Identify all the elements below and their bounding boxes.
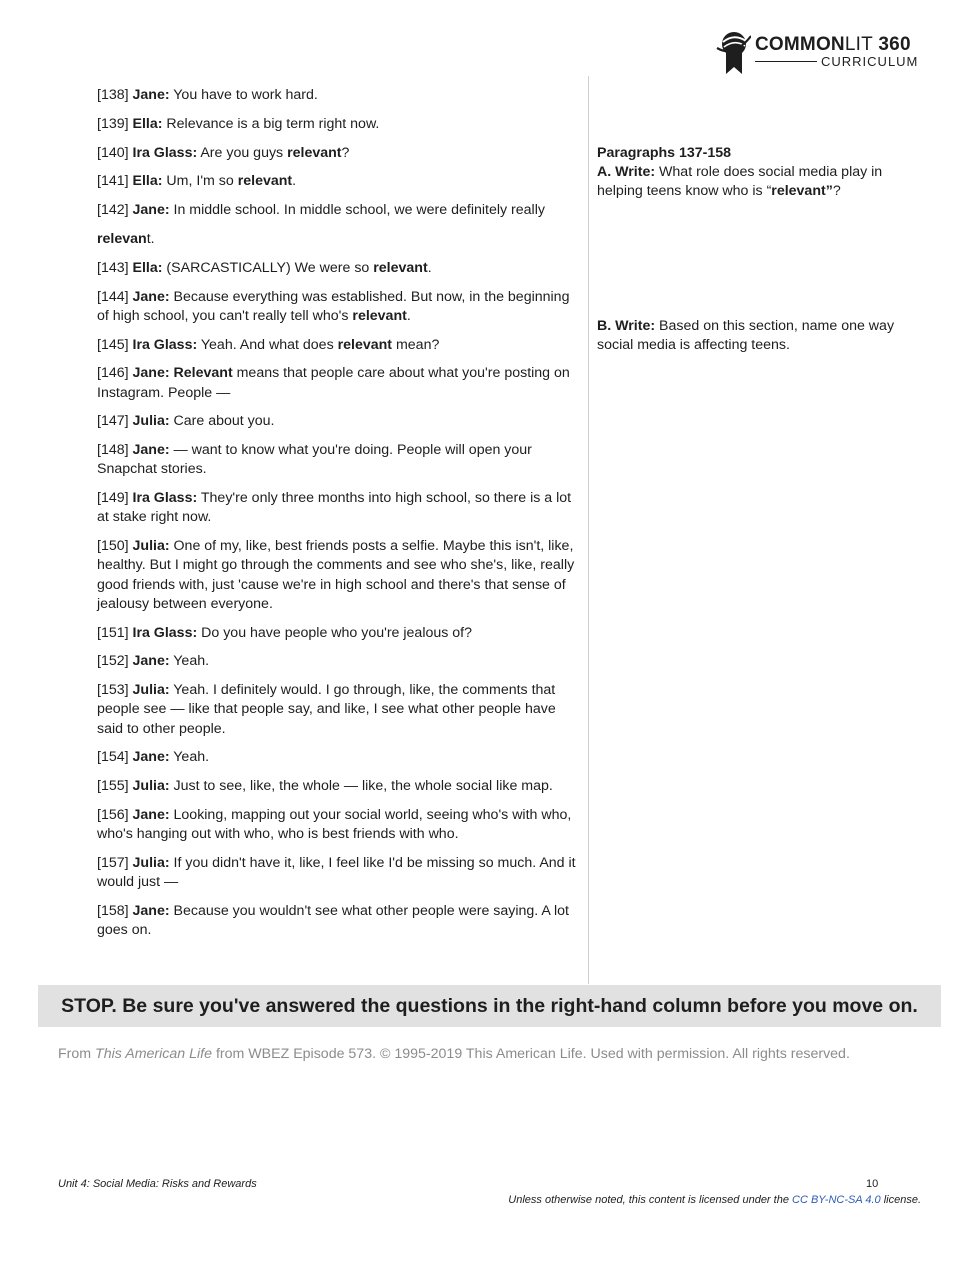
- speaker-name: Ella:: [132, 173, 163, 190]
- transcript-paragraph: [97, 364, 581, 402]
- transcript-paragraph: [97, 748, 581, 767]
- transcript-paragraph: [97, 412, 581, 431]
- dialogue-text: means that people care about what you're posting on Instagram. People —: [97, 365, 570, 401]
- transcript-paragraph: [97, 854, 581, 892]
- vocab-term: relevant: [287, 144, 342, 161]
- speaker-name: Julia:: [132, 413, 170, 430]
- speaker-name: Jane:: [132, 806, 170, 823]
- speaker-name: Julia:: [132, 854, 170, 871]
- speaker-name: Jane:: [132, 749, 170, 766]
- paragraph-number: [146]: [97, 365, 129, 382]
- dialogue-text: t.: [146, 230, 155, 247]
- transcript-paragraph: [97, 806, 581, 844]
- dialogue-text: Yeah. And what does: [197, 336, 338, 353]
- dialogue-text: Just to see, like, the whole — like, the whole social like map.: [169, 778, 553, 795]
- dialogue-text: ?: [341, 144, 350, 161]
- footer-unit-title: Unit 4: Social Media: Risks and Rewards: [58, 1178, 257, 1190]
- dialogue-text: Because you wouldn't see what other people were saying. A lot goes on.: [97, 902, 570, 939]
- transcript-paragraph: [97, 489, 581, 527]
- paragraph-number: [145]: [97, 336, 129, 353]
- speaker-name: Julia:: [132, 778, 170, 795]
- speaker-name: Jane:: [132, 202, 170, 219]
- speaker-name: Jane:: [132, 442, 170, 459]
- transcript-paragraph: [97, 681, 581, 739]
- transcript-paragraph: [97, 201, 581, 220]
- dialogue-text: Care about you.: [169, 413, 275, 430]
- transcript-column: [97, 86, 581, 950]
- transcript-paragraph: [97, 144, 581, 163]
- dialogue-text: mean?: [392, 336, 440, 353]
- speaker-name: Ira Glass:: [132, 144, 198, 161]
- paragraph-number: [155]: [97, 778, 129, 795]
- dialogue-text: You have to work hard.: [169, 87, 318, 103]
- dialogue-text: Are you guys: [197, 144, 288, 161]
- vocab-term: relevant: [373, 259, 428, 276]
- dialogue-text: Relevance is a big term right now.: [162, 115, 380, 132]
- transcript-paragraph: [97, 902, 581, 940]
- dialogue-text: Yeah.: [169, 749, 210, 766]
- transcript-paragraph: [97, 652, 581, 671]
- paragraph-number: [144]: [97, 288, 129, 305]
- speaker-name: Ira Glass:: [132, 336, 198, 353]
- speaker-name: Julia:: [132, 538, 170, 555]
- paragraph-number: [139]: [97, 115, 129, 132]
- paragraph-number: [157]: [97, 854, 129, 871]
- speaker-name: Ella:: [132, 115, 163, 132]
- speaker-name: Julia:: [132, 682, 170, 699]
- vocab-term: relevant: [352, 307, 407, 324]
- dialogue-text: Because everything was established. But now, in the beginning of high school, you can't really tell who's: [97, 288, 570, 324]
- paragraph-number: [142]: [97, 202, 129, 219]
- logo-wordmark: COMMONLIT 360: [755, 34, 911, 55]
- dialogue-text: If you didn't have it, like, I feel like I'd be missing so much. And it would just —: [97, 854, 576, 891]
- commonlit-logo: [715, 28, 925, 76]
- question-a: A. Write: What role does social media play in helping teens know who is “relevant”?: [597, 164, 883, 200]
- page-number: 10: [866, 1178, 879, 1190]
- speaker-name: Jane:: [132, 653, 170, 670]
- dialogue-text: Looking, mapping out your social world, seeing who's with who, who's hanging out with who, who is best friends with who.: [97, 806, 572, 843]
- vocab-term: relevant: [237, 173, 293, 190]
- paragraph-number: [147]: [97, 413, 129, 430]
- speaker-name: Jane:: [132, 365, 170, 382]
- vocab-term: relevant: [337, 336, 393, 353]
- paragraph-number: [141]: [97, 173, 129, 190]
- dialogue-text: .: [406, 307, 411, 324]
- transcript-paragraph: [97, 624, 581, 643]
- logo-book-ribbon-icon: [715, 28, 751, 76]
- dialogue-text: — want to know what you're doing. People will open your Snapchat stories.: [97, 442, 532, 478]
- speaker-name: Ira Glass:: [132, 624, 198, 641]
- speaker-name: Jane:: [132, 87, 170, 103]
- transcript-paragraph: [97, 86, 581, 105]
- source-attribution: From This American Life from WBEZ Episode 573. © 1995-2019 This American Life. Used with permission. All rights reserved.: [58, 1046, 850, 1062]
- paragraph-number: [140]: [97, 144, 129, 161]
- paragraph-number: [148]: [97, 442, 129, 459]
- paragraph-number: [150]: [97, 538, 129, 555]
- paragraph-number: [151]: [97, 624, 129, 641]
- dialogue-text: Um, I'm so: [162, 173, 238, 190]
- dialogue-text: (SARCASTICALLY) We were so: [162, 259, 374, 276]
- logo-subtitle: CURRICULUM: [821, 54, 919, 69]
- dialogue-text: Do you have people who you're jealous of?: [197, 624, 473, 641]
- license-notice: Unless otherwise noted, this content is licensed under the CC BY-NC-SA 4.0 license.: [508, 1194, 921, 1206]
- transcript-paragraph: [97, 777, 581, 796]
- paragraph-number: [158]: [97, 902, 129, 919]
- stop-banner: STOP. Be sure you've answered the questions in the right-hand column before you move on.: [38, 985, 941, 1027]
- transcript-paragraph: [97, 172, 581, 191]
- vocab-term: relevan: [97, 230, 147, 247]
- vocab-term: Relevant: [173, 365, 233, 382]
- transcript-paragraph: [97, 115, 581, 134]
- questions-heading: Paragraphs 137-158: [597, 145, 732, 161]
- speaker-name: Jane:: [132, 902, 170, 919]
- dialogue-text: .: [427, 259, 432, 276]
- transcript-paragraph: [97, 230, 581, 249]
- speaker-name: Ella:: [132, 259, 163, 276]
- column-divider: [588, 76, 589, 984]
- question-b: B. Write: Based on this section, name one way social media is affecting teens.: [597, 318, 895, 354]
- dialogue-text: .: [292, 173, 297, 190]
- paragraph-number: [153]: [97, 682, 129, 699]
- transcript-paragraph: [97, 259, 581, 278]
- logo-rule: [755, 61, 817, 62]
- dialogue-text: Yeah.: [169, 653, 210, 670]
- paragraph-number: [156]: [97, 806, 129, 823]
- dialogue-text: Yeah. I definitely would. I go through, like, the comments that people see — like that people say, and like, I see what other people have said to other people.: [97, 682, 556, 737]
- paragraph-number: [149]: [97, 490, 129, 507]
- paragraph-number: [154]: [97, 749, 129, 766]
- transcript-paragraph: [97, 336, 581, 355]
- speaker-name: Jane:: [132, 288, 170, 305]
- paragraph-number: [152]: [97, 653, 129, 670]
- speaker-name: Ira Glass:: [132, 490, 198, 507]
- transcript-paragraph: [97, 441, 581, 479]
- transcript-paragraph: [97, 288, 581, 326]
- dialogue-text: In middle school. In middle school, we were definitely really: [169, 202, 545, 219]
- paragraph-number: [138]: [97, 87, 129, 103]
- dialogue-text: They're only three months into high school, so there is a lot at stake right now.: [97, 490, 572, 526]
- dialogue-text: One of my, like, best friends posts a selfie. Maybe this isn't, like, healthy. But I might go through the comments and see who she's, like, really good friends with, just 'cause we're in high school and there's that sense of jealousy between everyone.: [97, 538, 575, 612]
- license-link[interactable]: CC BY-NC-SA 4.0: [792, 1194, 881, 1206]
- transcript-paragraph: [97, 537, 581, 614]
- paragraph-number: [143]: [97, 259, 129, 276]
